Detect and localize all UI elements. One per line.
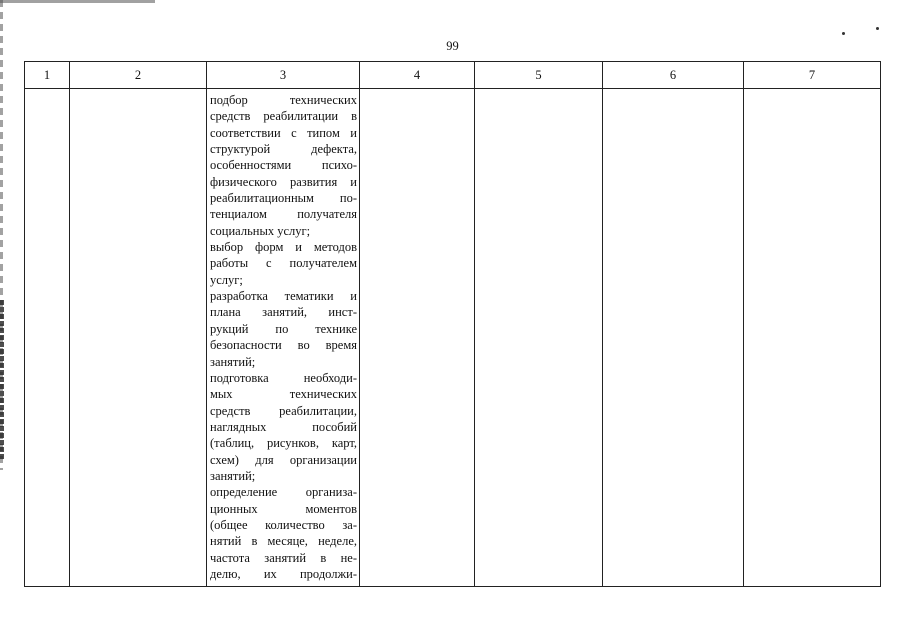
text-line: средств реабилитации, (210, 403, 357, 418)
scan-artifact-top (0, 0, 155, 3)
text-line: безопасности во время (210, 338, 357, 353)
text-line: ционных моментов (210, 501, 357, 516)
cell-col-7 (744, 89, 881, 587)
cell-col-4 (360, 89, 475, 587)
text-line: разработка тематики и (210, 289, 357, 304)
text-line: (общее количество за- (210, 517, 357, 532)
column-header-6: 6 (603, 62, 744, 89)
text-line: частота занятий в не- (210, 550, 357, 565)
text-line: плана занятий, инст- (210, 305, 357, 320)
text-line: особенностями психо- (210, 158, 357, 173)
column-3-text (207, 89, 359, 582)
column-header-1: 1 (25, 62, 70, 89)
column-header-4: 4 (360, 62, 475, 89)
text-line: подготовка необходи- (210, 370, 357, 385)
text-line: услуг; (210, 272, 243, 287)
text-line: реабилитационным по- (210, 191, 357, 206)
page-number: 99 (446, 39, 459, 53)
text-line: мых технических (210, 387, 357, 402)
text-line: работы с получателем (210, 256, 357, 271)
text-line: структурой дефекта, (210, 142, 357, 157)
text-line: определение организа- (210, 485, 357, 500)
text-line: соответствии с типом и (210, 125, 357, 140)
text-line: (таблиц, рисунков, карт, (210, 436, 357, 451)
column-header-2: 2 (70, 62, 207, 89)
cell-col-5 (475, 89, 603, 587)
header-row (25, 62, 881, 89)
text-line: физического развития и (210, 174, 357, 189)
text-line: занятий; (210, 354, 256, 369)
scan-artifact-left-edge-dark (0, 300, 4, 460)
cell-col-1 (25, 89, 70, 587)
scan-speck (842, 32, 845, 35)
text-line: делю, их продолжи- (210, 566, 357, 581)
cell-col-3 (207, 89, 360, 587)
text-line: рукций по технике (210, 321, 357, 336)
text-line: тенциалом получателя (210, 207, 357, 222)
document-table (24, 61, 881, 587)
text-line: средств реабилитации в (210, 109, 357, 124)
column-header-5: 5 (475, 62, 603, 89)
scan-speck (876, 27, 879, 30)
text-line: схем) для организации (210, 452, 357, 467)
text-line: занятий; (210, 468, 256, 483)
text-line: нятий в месяце, неделе, (210, 534, 357, 549)
column-header-3: 3 (207, 62, 360, 89)
text-line: подбор технических (210, 93, 357, 107)
cell-col-6 (603, 89, 744, 587)
cell-col-2 (70, 89, 207, 587)
text-line: наглядных пособий (210, 419, 357, 434)
column-header-7: 7 (744, 62, 881, 89)
table-row (25, 89, 881, 587)
text-line: выбор форм и методов (210, 240, 357, 255)
text-line: социальных услуг; (210, 223, 311, 238)
